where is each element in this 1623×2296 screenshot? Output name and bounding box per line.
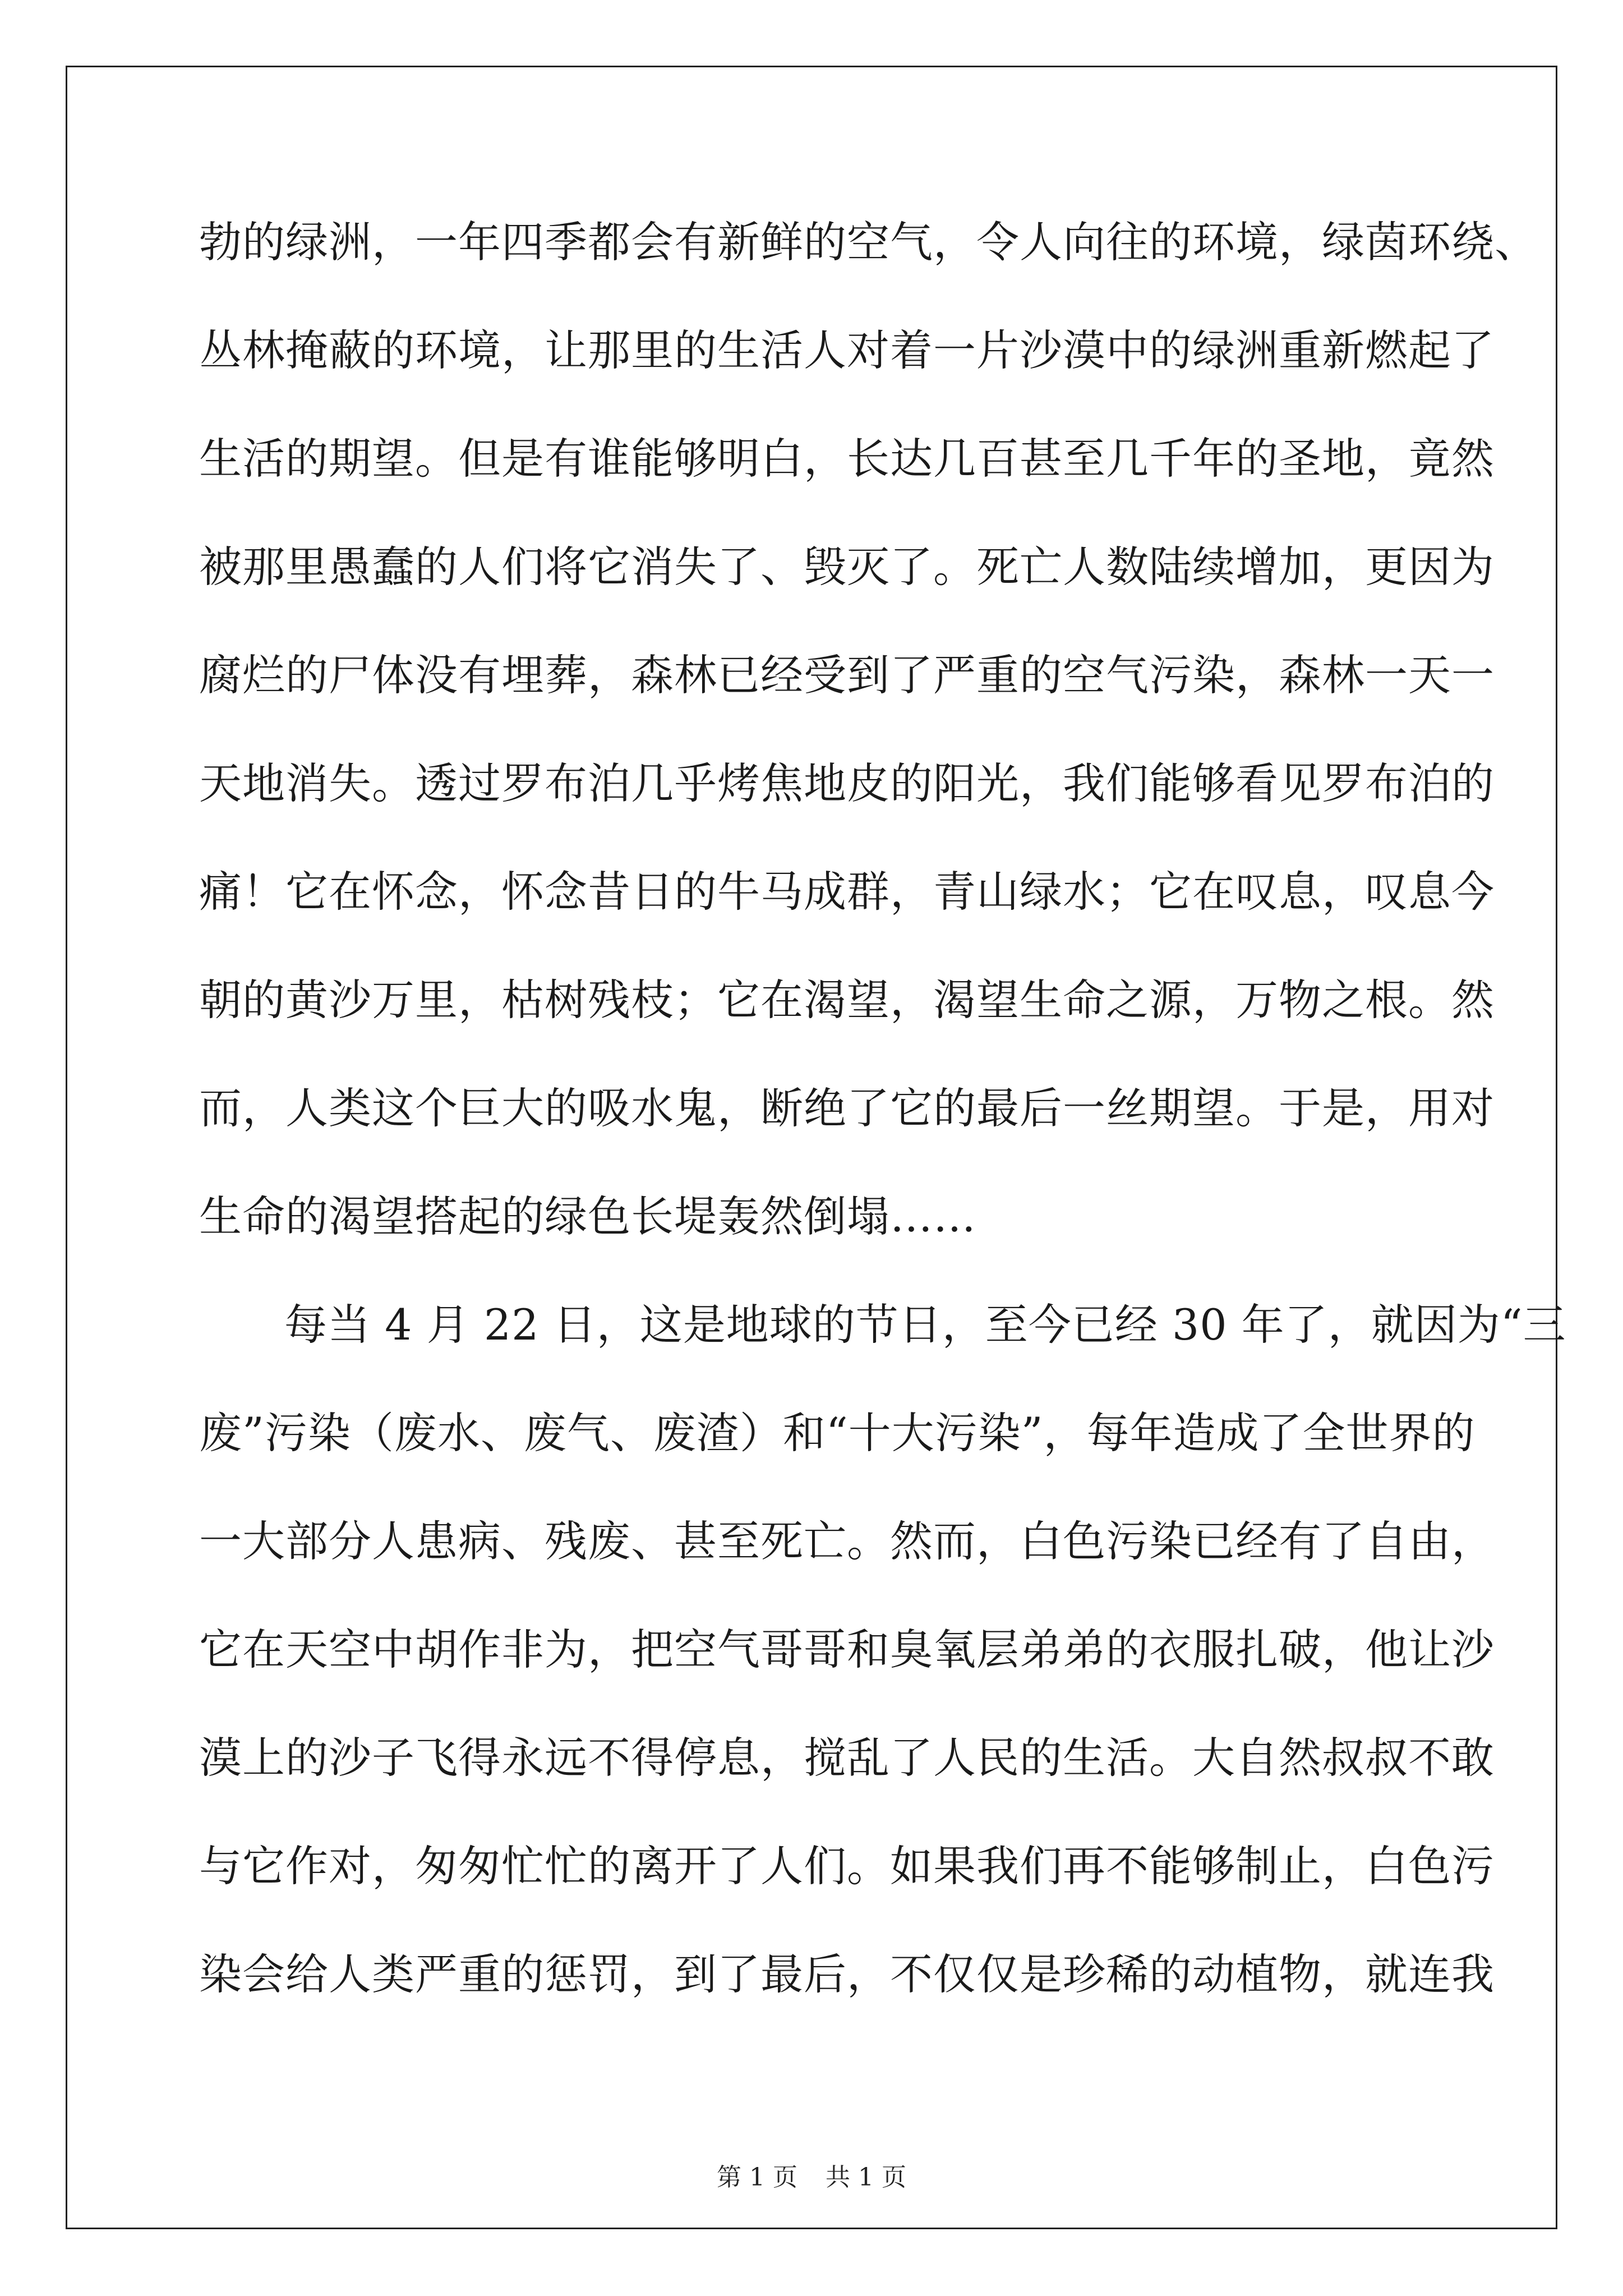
text-line: 天地消失。透过罗布泊几乎烤焦地皮的阳光，我们能够看见罗布泊的 xyxy=(199,758,1495,808)
text-line: 朝的黄沙万里，枯树残枝；它在渴望，渴望生命之源，万物之根。然 xyxy=(199,975,1495,1025)
page-number-current: 第 1 页 xyxy=(717,2163,797,2192)
text-line: 废”污染（废水、废气、废渣）和“十大污染”，每年造成了全世界的 xyxy=(199,1408,1476,1458)
text-line: 染会给人类严重的惩罚，到了最后，不仅仅是珍稀的动植物，就连我 xyxy=(199,1949,1495,1999)
text-line: 痛！它在怀念，怀念昔日的牛马成群，青山绿水；它在叹息，叹息今 xyxy=(199,867,1495,917)
page-footer xyxy=(0,2157,1623,2193)
text-line: 丛林掩蔽的环境，让那里的生活人对着一片沙漠中的绿洲重新燃起了 xyxy=(199,325,1495,375)
text-line: 生命的渴望搭起的绿色长堤轰然倒塌…… xyxy=(199,1191,976,1241)
text-line: 一大部分人患病、残废、甚至死亡。然而，白色污染已经有了自由， xyxy=(199,1516,1495,1566)
text-line: 与它作对，匆匆忙忙的离开了人们。如果我们再不能够制止，白色污 xyxy=(199,1841,1495,1891)
text-line: 它在天空中胡作非为，把空气哥哥和臭氧层弟弟的衣服扎破，他让沙 xyxy=(199,1625,1495,1674)
text-line: 每当 4 月 22 日，这是地球的节日，至今已经 30 年了，就因为“三 xyxy=(284,1300,1566,1350)
text-line: 生活的期望。但是有谁能够明白，长达几百甚至几千年的圣地，竟然 xyxy=(199,434,1495,484)
page-number-total: 共 1 页 xyxy=(826,2163,906,2192)
text-line: 漠上的沙子飞得永远不得停息，搅乱了人民的生活。大自然叔叔不敢 xyxy=(199,1733,1495,1783)
paragraph-2 xyxy=(199,1291,1566,2049)
paragraph-1 xyxy=(199,209,1538,1291)
text-line: 腐烂的尸体没有埋葬，森林已经受到了严重的空气污染，森林一天一 xyxy=(199,650,1495,700)
document-body xyxy=(199,209,1566,2049)
text-line: 勃的绿洲，一年四季都会有新鲜的空气，令人向往的环境，绿茵环绕、 xyxy=(199,217,1538,267)
text-line: 被那里愚蠢的人们将它消失了、毁灭了。死亡人数陆续增加，更因为 xyxy=(199,542,1495,592)
text-line: 而，人类这个巨大的吸水鬼，断绝了它的最后一丝期望。于是，用对 xyxy=(199,1083,1495,1133)
